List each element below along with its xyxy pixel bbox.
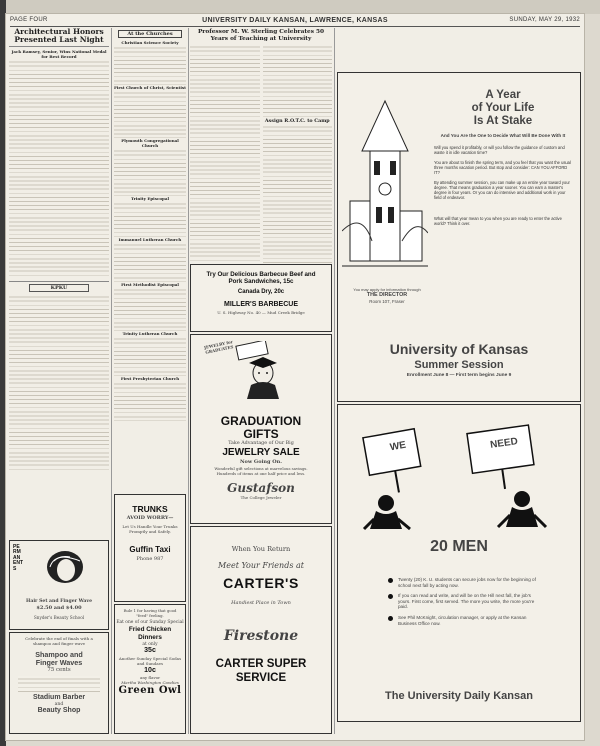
carters-name: CARTER'S — [223, 575, 299, 591]
guffin-name: Guffin Taxi — [129, 545, 171, 554]
grad-title-2: GIFTS — [243, 427, 279, 441]
church-heading-3: Plymouth Congregational Church — [121, 138, 179, 148]
church-heading-8: First Presbyterian Church — [120, 376, 180, 381]
carters-line-3: Handiest Place in Town — [231, 600, 291, 606]
bullet-3 — [388, 615, 538, 626]
carters-service-2: SERVICE — [235, 672, 287, 684]
gustafson-name: Gustafson — [227, 480, 295, 495]
kpku-heading: KPKU — [29, 284, 89, 292]
grad-title-1: GRADUATION — [220, 414, 302, 428]
beauty-school-name: Snyder's Beauty School — [33, 615, 85, 620]
ad1-room: Room 107, Fraser — [369, 299, 405, 304]
owl-price-2: 10c — [144, 667, 156, 675]
job-bullets — [388, 577, 538, 626]
bullet-icon — [388, 578, 393, 583]
bbq-line-2: Canada Dry, 20c — [237, 288, 285, 295]
trunks-line: AVOID WORRY— — [126, 515, 174, 521]
carters-line-1: When You Return — [231, 545, 291, 553]
stadium-name-2: and — [54, 701, 64, 707]
column-1 — [9, 28, 109, 736]
owl-intro: Rule 1 for having that good "feed" feeling. — [123, 608, 177, 618]
newspaper-page — [6, 14, 584, 740]
article-text — [9, 59, 109, 279]
stadium-barber-ad — [9, 632, 109, 734]
owl-line-2: Fried Chicken Dinners — [128, 626, 172, 641]
owl-name: Green Owl — [118, 685, 182, 697]
hairdo-illustration — [40, 547, 90, 591]
firestone-logo: Firestone — [223, 628, 299, 644]
trunks-ad — [114, 494, 186, 602]
stadium-line-1: Shampoo and — [35, 649, 83, 659]
bullet-2 — [388, 593, 538, 610]
barbecue-ad — [190, 264, 332, 332]
ad1-title-2: of Your Life — [471, 102, 535, 114]
stadium-line-2: Finger Waves — [35, 657, 83, 667]
stadium-name-1: Stadium Barber — [32, 693, 86, 701]
owl-line-3: at only — [142, 642, 158, 648]
church-text — [114, 336, 186, 376]
ku-title: University of Kansas — [389, 341, 529, 357]
architecture-subhead: Jack Ramsey, Senior, Wins National Medal for Best Record — [11, 49, 107, 59]
graduate-illustration — [233, 341, 289, 399]
permanents-label: PERMANENTS — [13, 544, 23, 572]
gustafson-sub: The College Jeweler — [240, 494, 282, 500]
church-text — [114, 90, 186, 138]
kansan-jobs-ad — [337, 404, 581, 722]
summer-session-copy — [430, 89, 576, 226]
church-heading-1: Christian Science Society — [121, 40, 179, 45]
twenty-men: 20 MEN — [430, 538, 488, 555]
bbq-address: U. S. Highway No. 40 — Mud Creek Bridge — [217, 309, 305, 315]
bullet-text-1: Twenty (20) K. U. students can secure jobs now for the beginning of school next fall by acting now. — [398, 577, 536, 588]
ad1-paragraph-1: Will you spend it profitably, or will you follow the guidance of custom and waste it in idle vacation time? — [434, 144, 565, 155]
summer-session-ad — [337, 72, 581, 402]
owl-price: 35c — [144, 647, 156, 655]
radio-schedule-text — [9, 294, 109, 472]
bullet-text-3: See Phil McKnight, circulation manager, or apply at the Kansan Business Office now. — [398, 614, 527, 626]
rotc-headline: Assign R.O.T.C. to Camp — [264, 118, 330, 124]
ad1-apply: You may apply for information through — [353, 287, 421, 292]
church-text — [114, 381, 186, 421]
article-col — [263, 44, 333, 276]
ad1-sub: And You Are the One to Decide What Will Be Done With It — [440, 133, 566, 138]
need-men-illustration — [352, 423, 566, 533]
permanents-price-2: $2.50 and $4.00 — [36, 605, 82, 611]
ad1-title-1: A Year — [485, 89, 521, 101]
masthead — [10, 16, 580, 27]
church-heading-5: Immanuel Lutheran Church — [118, 237, 182, 242]
apply-block — [342, 287, 432, 305]
graduation-text — [191, 415, 331, 500]
church-heading-2: First Church of Christ, Scientist — [114, 85, 186, 90]
church-text — [114, 45, 186, 85]
stadium-small-text — [18, 676, 100, 692]
bullet-1 — [388, 577, 538, 588]
carters-service-1: CARTER SUPER — [215, 658, 307, 670]
column-3 — [190, 28, 332, 736]
guffin-phone: Phone 987 — [136, 556, 164, 562]
bbq-name: MILLER'S BARBECUE — [224, 300, 298, 308]
grad-now: Now Going On. — [239, 459, 283, 465]
sign-need: NEED — [489, 436, 519, 451]
permanents-price-1: Hair Set and Finger Wave — [26, 599, 92, 604]
jewelry-ad — [190, 334, 332, 524]
column-rule — [334, 28, 335, 734]
carters-line-2: Meet Your Friends at — [218, 561, 304, 570]
column-rule — [188, 28, 189, 734]
issue-date: SUNDAY, MAY 29, 1932 — [509, 17, 580, 23]
owl-line-6: Martha Washington Candies — [121, 680, 179, 686]
owl-line-5: any flavor — [139, 675, 161, 681]
kansan-footer: The University Daily Kansan — [385, 690, 533, 702]
churches-header: At the Churches — [118, 30, 182, 38]
rule — [9, 46, 109, 47]
carters-ad — [190, 526, 332, 734]
ku-summer-block — [338, 341, 580, 380]
grad-body: Wonderful gift selections at marvelous savings. — [214, 466, 308, 471]
column-2 — [114, 28, 186, 736]
bullet-icon — [388, 594, 393, 599]
church-text — [114, 242, 186, 282]
grad-sub: Take Advantage of Our Big — [228, 441, 294, 446]
green-owl-ad — [114, 604, 186, 734]
trunks-body: Let Us Handle Your Trunks Promptly and Safely. — [122, 524, 178, 534]
church-text — [114, 148, 186, 196]
architecture-headline: Architectural Honors Presented Last Night — [14, 28, 104, 44]
trunks-title: TRUNKS — [132, 504, 168, 514]
page-number: PAGE FOUR — [10, 17, 48, 23]
stadium-intro: Celebrate the end of finals with a shampoo and finger wave — [25, 636, 93, 646]
ku-dates: Enrollment June 8 — First term begins June 9 — [406, 373, 512, 378]
church-heading-6: First Methodist Episcopal — [121, 282, 179, 287]
grad-body-2: Hundreds of items at one half price and less. — [216, 470, 306, 476]
sterling-article — [190, 44, 332, 276]
article-text — [263, 124, 333, 274]
stadium-name-3: Beauty Shop — [37, 706, 81, 714]
church-heading-7: Trinity Lutheran Church — [122, 331, 178, 336]
jewelry-badge: JEWELRY for GRADUATES — [203, 339, 234, 355]
newspaper-title: UNIVERSITY DAILY KANSAN, LAWRENCE, KANSAS — [202, 17, 388, 24]
sign-we: WE — [389, 439, 407, 454]
column-rule — [111, 28, 112, 734]
owl-line-4: Another Sunday Special Sodas and Sundaes — [118, 656, 182, 667]
bbq-title: Try Our Delicious Barbecue Beef and Pork Sandwiches, 15c — [206, 271, 316, 286]
page-top-edge — [0, 0, 600, 14]
church-heading-4: Trinity Episcopal — [131, 196, 169, 201]
owl-line-1: Eat one of our Sunday Special — [116, 620, 184, 626]
stadium-price: 75 cents — [47, 666, 71, 673]
fraser-hall-illustration — [342, 81, 428, 281]
permanents-ad — [9, 540, 109, 630]
ad1-paragraph-3: By attending summer session, you can make up an entire year toward your degree. That means graduation a year sooner. You can earn a master's degree in four years. Or you can do intensive and additional work in your field of endeavor. — [434, 179, 570, 200]
church-text — [114, 287, 186, 331]
sterling-headline: Professor M. W. Sterling Celebrates 50 Years of Teaching at University — [197, 29, 325, 42]
bullet-text-2: If you can read and write, and will be on the Hill next fall, the job's yours. First come, first served. The more you write, the more you're paid. — [398, 593, 535, 610]
ad1-title-3: Is At Stake — [473, 115, 533, 127]
church-text — [114, 201, 186, 237]
rule — [9, 281, 109, 282]
bullet-icon — [388, 616, 393, 621]
column-4 — [337, 28, 581, 736]
ku-sub: Summer Session — [414, 359, 504, 371]
ad1-director: THE DIRECTOR — [366, 292, 408, 298]
article-text — [190, 44, 260, 276]
ad1-paragraph-4: What will that year mean to you when you are ready to enter the active world? Think it over. — [434, 215, 562, 226]
grad-sale: JEWELRY SALE — [222, 447, 300, 458]
ad1-paragraph-2: You are about to finish the spring term, and you feel that you want the usual three months vacation period. But stop and consider: CAN YOU AFFORD IT? — [434, 159, 571, 175]
article-text — [263, 44, 333, 118]
